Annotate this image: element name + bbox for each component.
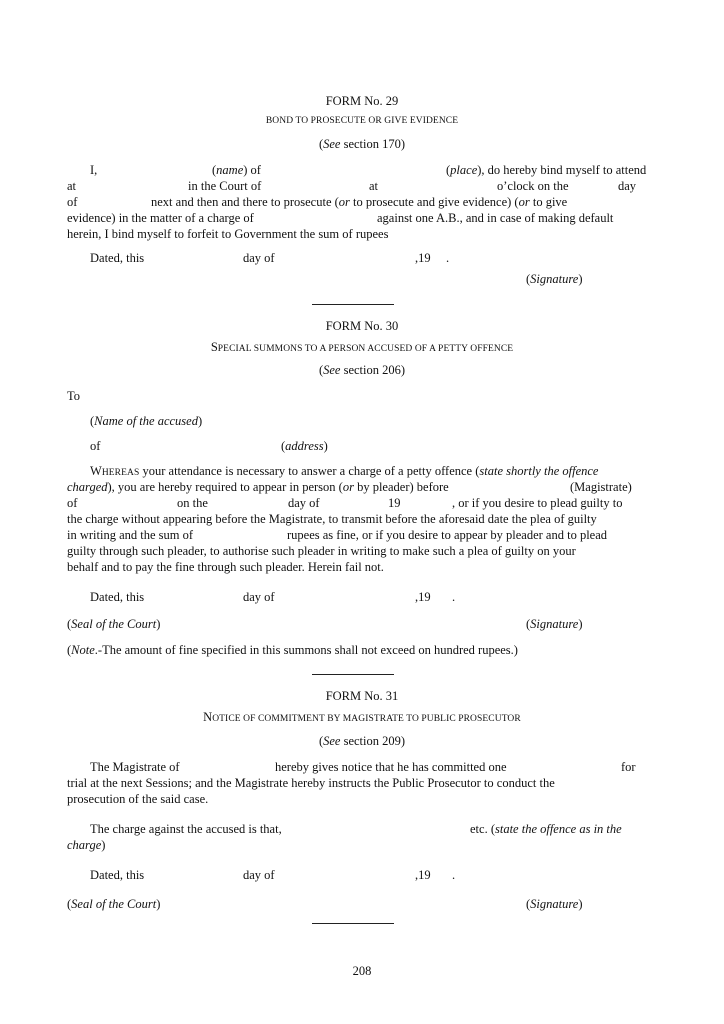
form30-p3-dayof: day of: [288, 496, 320, 510]
form29-l1-i: I,: [90, 163, 98, 177]
form29-l4-b: against one A.B., and in case of making default: [377, 211, 614, 225]
form31-signature: (Signature): [526, 897, 583, 911]
form29-l4-a: evidence) in the matter of a charge of: [67, 211, 254, 225]
form30-note: (Note.-The amount of fine specified in this summons shall not exceed on hundred rupees.): [67, 643, 518, 657]
form31-l1-c: for: [621, 760, 636, 774]
form31-see-section: (See section 209): [318, 734, 406, 748]
form30-signature: (Signature): [526, 617, 583, 631]
form30-dated: Dated, this: [90, 590, 145, 604]
form31-charge-etc: etc. (state the offence as in the: [470, 822, 622, 836]
form30-of: of: [90, 439, 101, 453]
form29-title: FORM No. 29: [325, 94, 399, 108]
form29-l2-court: in the Court of: [188, 179, 262, 193]
form31-l2: trial at the next Sessions; and the Magistrate hereby instructs the Public Prosecutor to conduct the: [67, 776, 555, 790]
form29-l2-at: at: [67, 179, 77, 193]
form30-year: ,19: [415, 590, 431, 604]
form31-title: FORM No. 31: [325, 689, 399, 703]
divider: [312, 923, 394, 924]
form29-subtitle: BOND TO PROSECUTE OR GIVE EVIDENCE: [265, 116, 459, 126]
form31-seal: (Seal of the Court): [67, 897, 161, 911]
form29-l5: herein, I bind myself to forfeit to Government the sum of rupees: [67, 227, 389, 241]
form31-period: .: [452, 868, 456, 882]
form29-signature: (Signature): [526, 272, 583, 286]
form30-p5-a: in writing and the sum of: [67, 528, 194, 542]
form30-p3-rest: , or if you desire to plead guilty to: [452, 496, 623, 510]
form30-dayof: day of: [243, 590, 275, 604]
form29-l1-name: (name) of: [212, 163, 261, 177]
divider: [312, 674, 394, 675]
form30-p6: guilty through such pleader, to authorise such pleader in writing to make such a plea of guilty on your: [67, 544, 576, 558]
form29-l1-place: (place), do hereby bind myself to attend: [446, 163, 647, 177]
form30-accused-name: (Name of the accused): [90, 414, 203, 428]
form31-charge: The charge against the accused is that,: [90, 822, 282, 836]
page-number: 208: [352, 964, 372, 978]
form30-to: To: [67, 389, 81, 403]
form30-period: .: [452, 590, 456, 604]
form31-l1-b: hereby gives notice that he has committed one: [275, 760, 507, 774]
form30-title: FORM No. 30: [325, 319, 399, 333]
form29-l2-at2: at: [369, 179, 379, 193]
form30-magistrate: (Magistrate): [570, 480, 632, 494]
form31-l3: prosecution of the said case.: [67, 792, 209, 806]
form29-l2-day: day: [618, 179, 637, 193]
form30-p7: behalf and to pay the fine through such pleader. Herein fail not.: [67, 560, 384, 574]
form29-l3-text: next and then and there to prosecute (or to prosecute and give evidence) (or to give: [151, 195, 568, 209]
form30-address: (address): [281, 439, 328, 453]
form29-year: ,19: [415, 251, 431, 265]
form30-p5-b: rupees as fine, or if you desire to appear by pleader and to plead: [287, 528, 608, 542]
form30-p3-onthe: on the: [177, 496, 208, 510]
form31-l1-a: The Magistrate of: [90, 760, 180, 774]
form30-p3-of: of: [67, 496, 78, 510]
form31-dayof: day of: [243, 868, 275, 882]
form29-period: .: [446, 251, 450, 265]
form31-charge2: charge): [67, 838, 106, 852]
form30-p4: the charge without appearing before the Magistrate, to transmit before the aforesaid date the plea of guilty: [67, 512, 597, 526]
form30-seal: (Seal of the Court): [67, 617, 161, 631]
form30-p3-19: 19: [388, 496, 401, 510]
form29-see-section: (See section 170): [318, 137, 406, 151]
form29-l3-of: of: [67, 195, 78, 209]
form30-p1: WHEREAS your attendance is necessary to answer a charge of a petty offence (state shortly the offence: [90, 464, 599, 478]
form31-dated: Dated, this: [90, 868, 145, 882]
divider: [312, 304, 394, 305]
form29-l2-oclock: o’clock on the: [497, 179, 569, 193]
form30-subtitle: SPECIAL SUMMONS TO A PERSON ACCUSED OF A PETTY OFFENCE: [210, 340, 514, 354]
form30-p2: charged), you are hereby required to appear in person (or by pleader) before: [67, 480, 449, 494]
form29-dayof: day of: [243, 251, 275, 265]
form30-see-section: (See section 206): [318, 363, 406, 377]
form29-dated: Dated, this: [90, 251, 145, 265]
form31-year: ,19: [415, 868, 431, 882]
form31-subtitle: NOTICE OF COMMITMENT BY MAGISTRATE TO PUBLIC PROSECUTOR: [203, 710, 521, 724]
